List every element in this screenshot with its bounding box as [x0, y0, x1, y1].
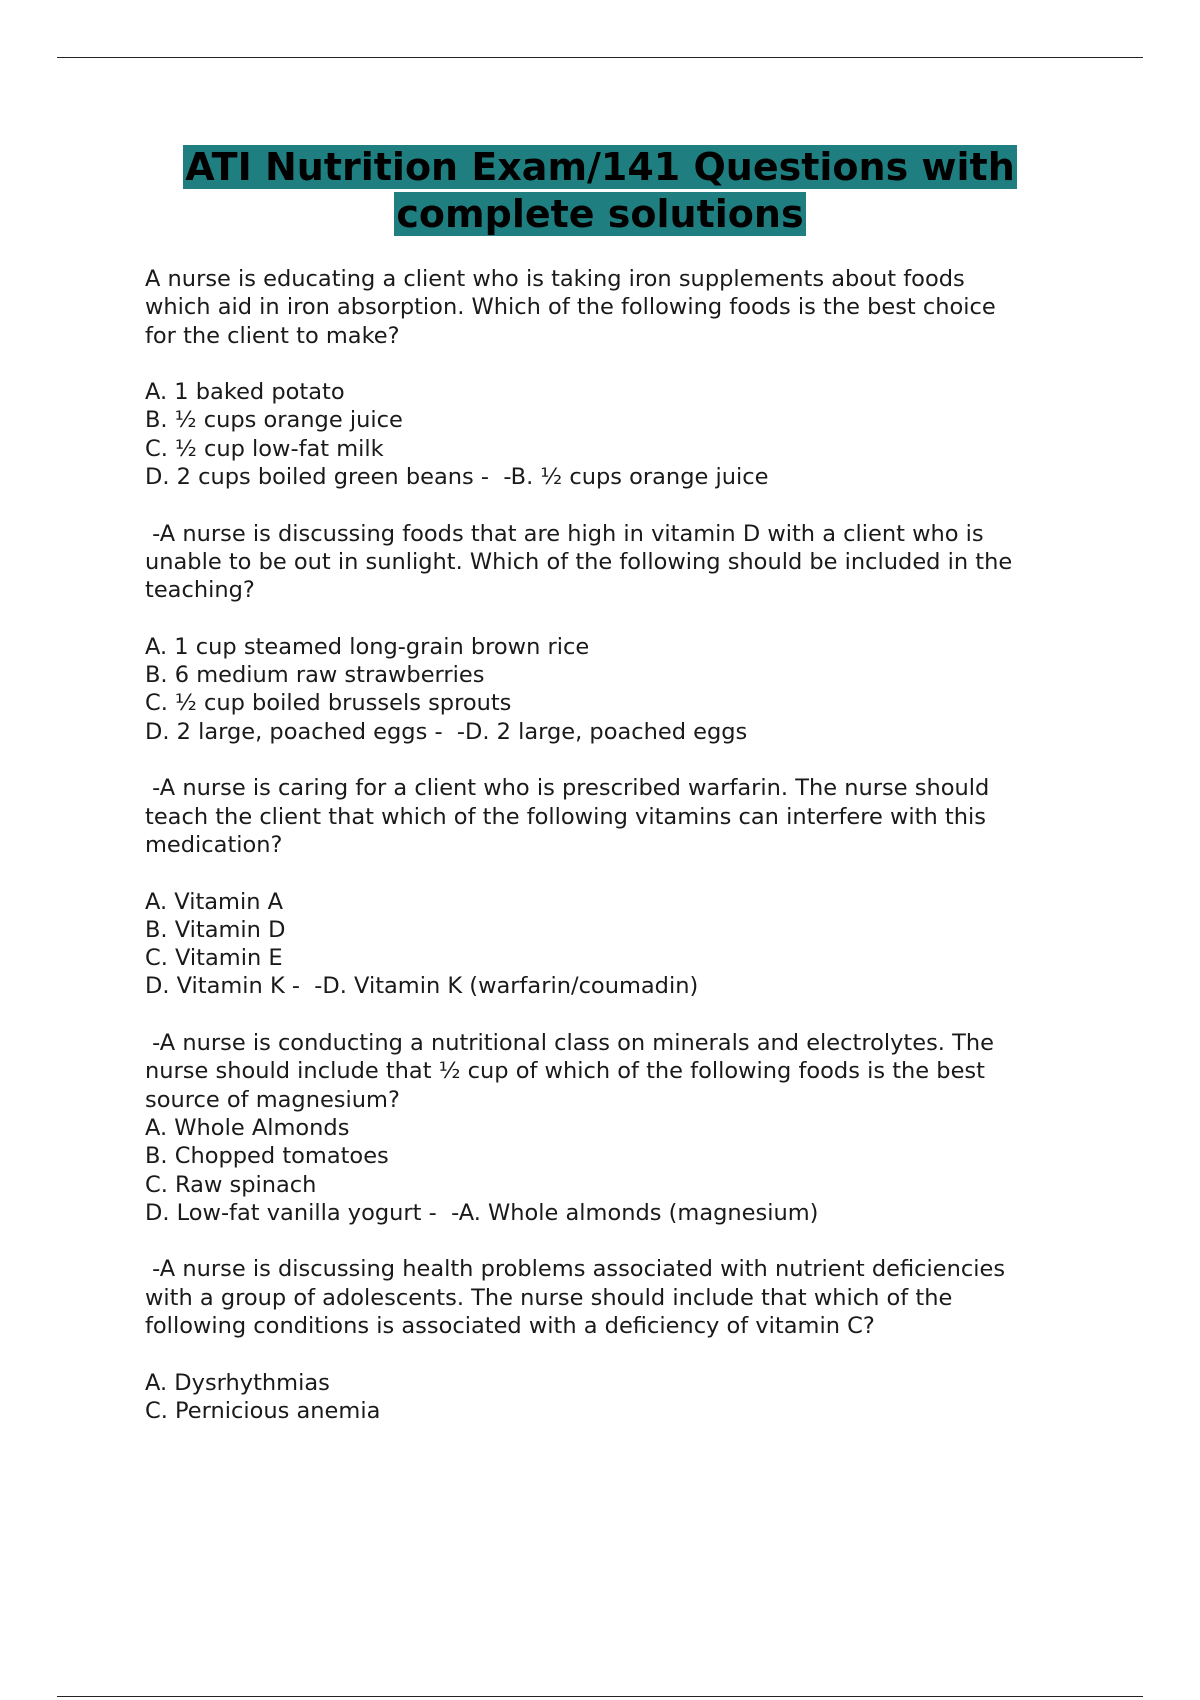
text-line: following conditions is associated with a deficiency of vitamin C? [145, 1312, 875, 1339]
text-line: nurse should include that ½ cup of which of the following foods is the best [145, 1058, 985, 1085]
text-line: D. 2 cups boiled green beans - -B. ½ cups orange juice [145, 464, 769, 491]
paragraph-gap [145, 605, 1105, 633]
paragraph [145, 633, 1105, 746]
paragraph [145, 378, 1105, 491]
title-line-1: ATI Nutrition Exam/141 Questions with [185, 145, 1015, 189]
paragraph-gap [145, 1340, 1105, 1368]
paragraph-gap [145, 1227, 1105, 1255]
paragraph [145, 1029, 1105, 1227]
document-title [60, 144, 1140, 238]
text-line: A. Whole Almonds [145, 1114, 350, 1141]
text-line: -A nurse is conducting a nutritional class on minerals and electrolytes. The [145, 1030, 994, 1057]
document-body [145, 265, 1105, 1425]
text-line: B. ½ cups orange juice [145, 407, 403, 434]
paragraph [145, 520, 1105, 605]
text-line: teaching? [145, 577, 255, 604]
paragraph [145, 888, 1105, 1001]
text-line: A. 1 cup steamed long-grain brown rice [145, 633, 590, 660]
text-line: D. Vitamin K - -D. Vitamin K (warfarin/coumadin) [145, 973, 699, 1000]
paragraph [145, 774, 1105, 859]
text-line: C. Vitamin E [145, 945, 283, 972]
text-line: C. ½ cup low-fat milk [145, 435, 384, 462]
text-line: -A nurse is caring for a client who is prescribed warfarin. The nurse should [145, 775, 990, 802]
text-line: unable to be out in sunlight. Which of the following should be included in the [145, 548, 1013, 575]
text-line: -A nurse is discussing foods that are high in vitamin D with a client who is [145, 520, 984, 547]
text-line: source of magnesium? [145, 1086, 400, 1113]
paragraph-gap [145, 746, 1105, 774]
paragraph [145, 265, 1105, 350]
text-line: C. Pernicious anemia [145, 1397, 381, 1424]
bottom-rule [57, 1696, 1143, 1697]
text-line: C. ½ cup boiled brussels sprouts [145, 690, 512, 717]
text-line: A. 1 baked potato [145, 379, 345, 406]
text-line: A nurse is educating a client who is taking iron supplements about foods [145, 266, 965, 292]
paragraph [145, 1255, 1105, 1340]
paragraph-gap [145, 859, 1105, 887]
text-line: B. Vitamin D [145, 916, 286, 943]
text-line: A. Vitamin A [145, 888, 284, 915]
text-line: A. Dysrhythmias [145, 1369, 330, 1396]
paragraph-gap [145, 491, 1105, 519]
text-line: B. Chopped tomatoes [145, 1143, 389, 1170]
paragraph-gap [145, 1001, 1105, 1029]
text-line: with a group of adolescents. The nurse should include that which of the [145, 1284, 953, 1311]
text-line: for the client to make? [145, 322, 400, 349]
title-line-2: complete solutions [396, 192, 804, 236]
top-rule [57, 57, 1143, 58]
text-line: teach the client that which of the following vitamins can interfere with this [145, 803, 986, 830]
text-line: B. 6 medium raw strawberries [145, 662, 485, 689]
text-line: D. 2 large, poached eggs - -D. 2 large, poached eggs [145, 718, 748, 745]
text-line: which aid in iron absorption. Which of the following foods is the best choice [145, 294, 996, 321]
text-line: C. Raw spinach [145, 1171, 317, 1198]
paragraph-gap [145, 350, 1105, 378]
text-line: D. Low-fat vanilla yogurt - -A. Whole almonds (magnesium) [145, 1199, 819, 1226]
text-line: medication? [145, 831, 283, 858]
paragraph [145, 1369, 1105, 1426]
text-line: -A nurse is discussing health problems associated with nutrient deficiencies [145, 1256, 1006, 1283]
